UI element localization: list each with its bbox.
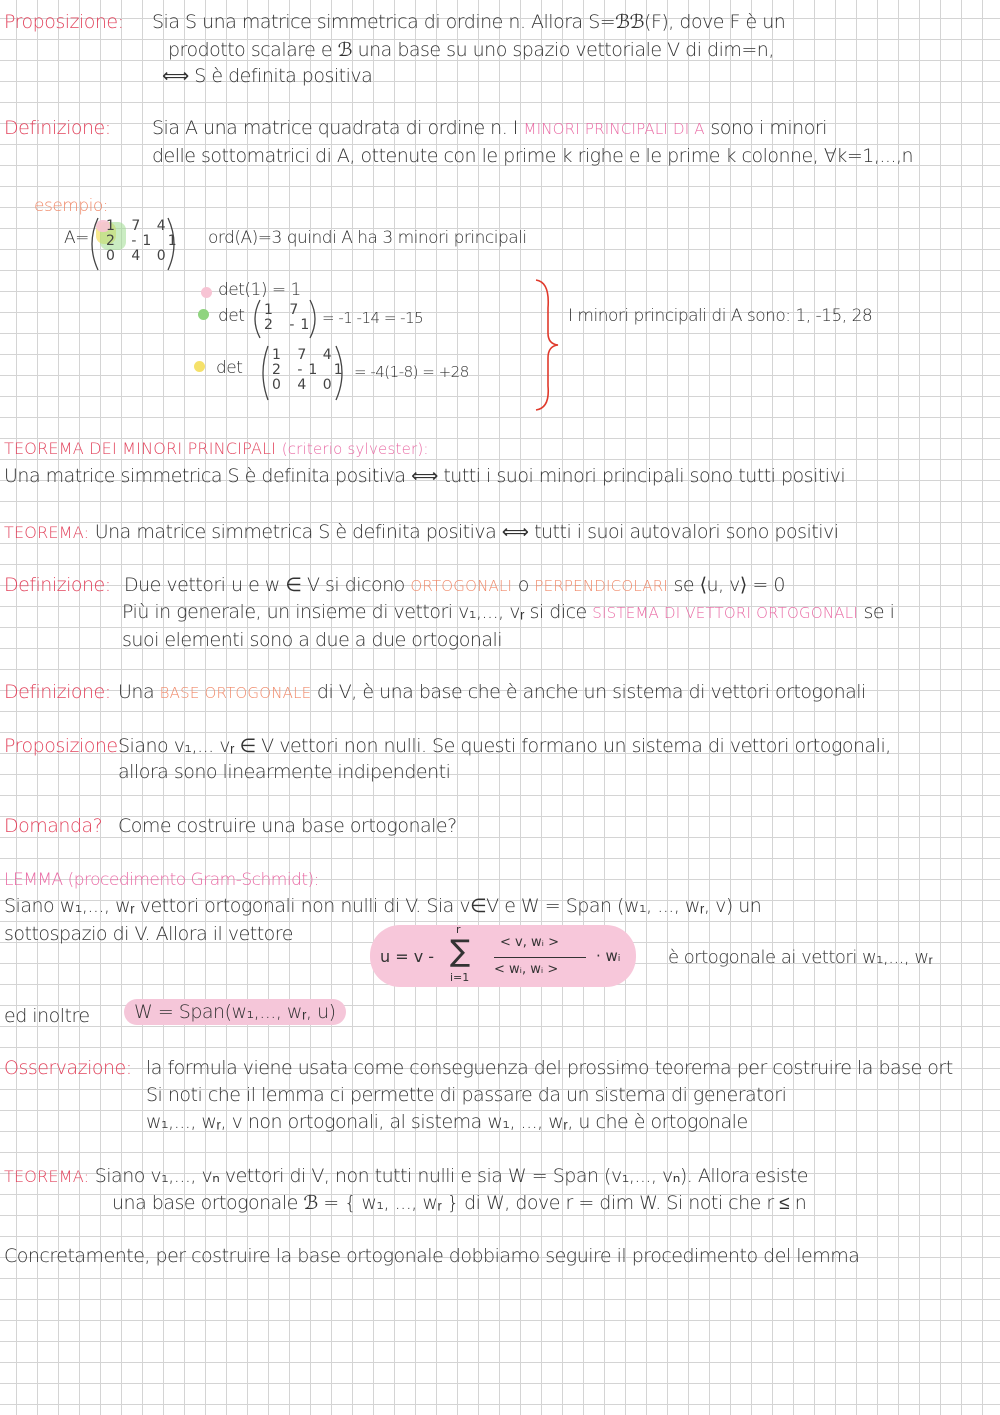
matrix-row: 1 7 4 (106, 218, 172, 234)
lemma-line1: Siano w₁,..., wᵣ vettori ortogonali non nulli di V. Sia v∈V e W = Span (w₁, ..., wᵣ, v) un (4, 895, 762, 917)
def2-line2 (122, 600, 894, 625)
lemma-line3 (4, 1004, 90, 1028)
matrix-row: 0 4 0 (106, 248, 172, 264)
obs-line3: w₁,..., wᵣ, v non ortogonali, al sistema w₁, ..., wᵣ, u che è ortogonale (146, 1111, 748, 1133)
theo1-heading (4, 436, 429, 461)
def3-text-b: di V, è una base che è anche un sistema di vettori ortogonali (316, 681, 866, 703)
example-label: esempio: (34, 196, 108, 216)
def1-label: Definizione: (4, 117, 111, 139)
formula-denominator: < wᵢ, wᵢ > (494, 962, 559, 977)
lemma-label: LEMMA (procedimento Gram-Schmidt): (4, 870, 319, 890)
def2-text-c: Più in generale, un insieme di vettori v₁,..., vᵣ si dice (122, 601, 587, 623)
def1-line1 (152, 116, 827, 141)
lemma-text-inoltre: ed inoltre (4, 1005, 90, 1027)
theo3-line1 (4, 1164, 808, 1189)
question-text: Come costruire una base ortogonale? (118, 815, 457, 837)
det3-matrix (272, 348, 349, 393)
formula-sum: ∑ (450, 934, 471, 969)
det2-result: = -1 -14 = -15 (322, 309, 424, 327)
formula-sum-top: r (456, 923, 461, 936)
obs-line2: Si noti che il lemma ci permette di passare da un sistema di generatori (146, 1084, 787, 1106)
def1-text-a: Sia A una matrice quadrata di ordine n. I (152, 117, 518, 139)
theo1-line1: Una matrice simmetrica S è definita positiva ⟺ tutti i suoi minori principali sono tutti positivi (4, 465, 846, 487)
keyword-perpendicolari: PERPENDICOLARI (534, 577, 668, 595)
dot-green (198, 309, 209, 320)
prop1-line3: ⟺ S è definita positiva (162, 65, 373, 87)
det3-label: det (216, 358, 243, 378)
def2-line3: suoi elementi sono a due a due ortogonali (122, 629, 503, 651)
def2-text-b: se ⟨u, v⟩ = 0 (673, 574, 785, 596)
keyword-minori-principali: MINORI PRINCIPALI DI A (523, 120, 705, 138)
theo3-label: TEOREMA: (4, 1167, 90, 1186)
prop1-line2: prodotto scalare e ℬ una base su uno spazio vettoriale V di dim=n, (168, 39, 774, 61)
prop1-label: Proposizione: (4, 11, 124, 33)
dot-yellow (194, 361, 205, 372)
matrix-name: A= (64, 228, 89, 248)
order-text: ord(A)=3 quindi A ha 3 minori principali (208, 228, 527, 248)
matrix-a (106, 219, 183, 264)
matrix-row: 1 7 4 (272, 347, 338, 363)
question-label: Domanda? (4, 815, 103, 837)
theo3-line2: una base ortogonale ℬ = { w₁, ..., wᵣ } di W, dove r = dim W. Si noti che r ≤ n (112, 1192, 807, 1214)
curly-brace (532, 278, 562, 412)
def2-text-a: Due vettori u e w ∈ V si dicono (124, 574, 405, 596)
det1: det(1) = 1 (218, 280, 301, 300)
def2-line1 (124, 573, 785, 598)
prop1-line1: Sia S una matrice simmetrica di ordine n. Allora S=ℬℬ(F), dove F è un (152, 11, 786, 33)
theo1-sub: (criterio sylvester): (281, 440, 429, 458)
dot-pink (201, 287, 212, 298)
final-line: Concretamente, per costruire la base ortogonale dobbiamo seguire il procedimento del lemma (4, 1245, 860, 1267)
keyword-ortogonali: ORTOGONALI (410, 577, 513, 595)
def2-or: o (517, 574, 529, 596)
prop2-line1: Siano v₁,... vᵣ ∈ V vettori non nulli. Se questi formano un sistema di vettori ortogonali, (118, 735, 891, 757)
theo2-text: Una matrice simmetrica S è definita positiva ⟺ tutti i suoi autovalori sono positivi (94, 521, 839, 543)
minors-conclusion: I minori principali di A sono: 1, -15, 28 (568, 306, 873, 326)
span-formula-highlight: W = Span(w₁,..., wᵣ, u) (124, 999, 346, 1025)
theo2-label: TEOREMA: (4, 523, 90, 542)
def2-label: Definizione: (4, 574, 111, 596)
formula-tail: · wᵢ (596, 947, 621, 965)
def3-text-a: Una (118, 681, 155, 703)
det3-result: = -4(1-8) = +28 (354, 363, 469, 381)
keyword-sistema-vettori-ortogonali: SISTEMA DI VETTORI ORTOGONALI (592, 604, 858, 622)
formula-numerator: < v, wᵢ > (500, 935, 559, 950)
def3-label: Definizione: (4, 681, 111, 703)
prop2-label: Proposizione: (4, 735, 124, 757)
def2-text-d: se i (863, 601, 895, 623)
matrix-row: 2 -1 (264, 317, 316, 333)
theo2-line (4, 520, 839, 545)
matrix-row: 1 7 (264, 302, 305, 318)
def1-line2: delle sottomatrici di A, ottenute con le prime k righe e le prime k colonne, ∀k=1,...,n (152, 145, 914, 167)
formula-u: u = v - (380, 947, 435, 966)
det2-matrix (264, 303, 315, 333)
formula-sum-bottom: i=1 (450, 971, 470, 984)
matrix-row: 2 -1 1 (106, 233, 183, 249)
lemma-line2: sottospazio di V. Allora il vettore (4, 923, 293, 945)
matrix-row: 2 -1 1 (272, 362, 349, 378)
def1-text-b: sono i minori (710, 117, 827, 139)
obs-line1: la formula viene usata come conseguenza del prossimo teorema per costruire la base ort (146, 1057, 953, 1079)
prop2-line2: allora sono linearmente indipendenti (118, 761, 451, 783)
lemma-line2b: è ortogonale ai vettori w₁,..., wᵣ (668, 947, 933, 968)
def3-line1 (118, 680, 866, 705)
matrix-row: 0 4 0 (272, 377, 338, 393)
keyword-base-ortogonale: BASE ORTOGONALE (159, 684, 312, 702)
fraction-bar (494, 957, 586, 958)
gram-schmidt-formula (370, 925, 636, 987)
lemma-span-box (124, 1000, 346, 1024)
det2-label: det (218, 306, 245, 326)
obs-label: Osservazione: (4, 1057, 132, 1079)
theo3-text: Siano v₁,..., vₙ vettori di V, non tutti nulli e sia W = Span (v₁,..., vₙ). Allora esiste (94, 1165, 808, 1187)
theo1-label: TEOREMA DEI MINORI PRINCIPALI (4, 439, 277, 458)
